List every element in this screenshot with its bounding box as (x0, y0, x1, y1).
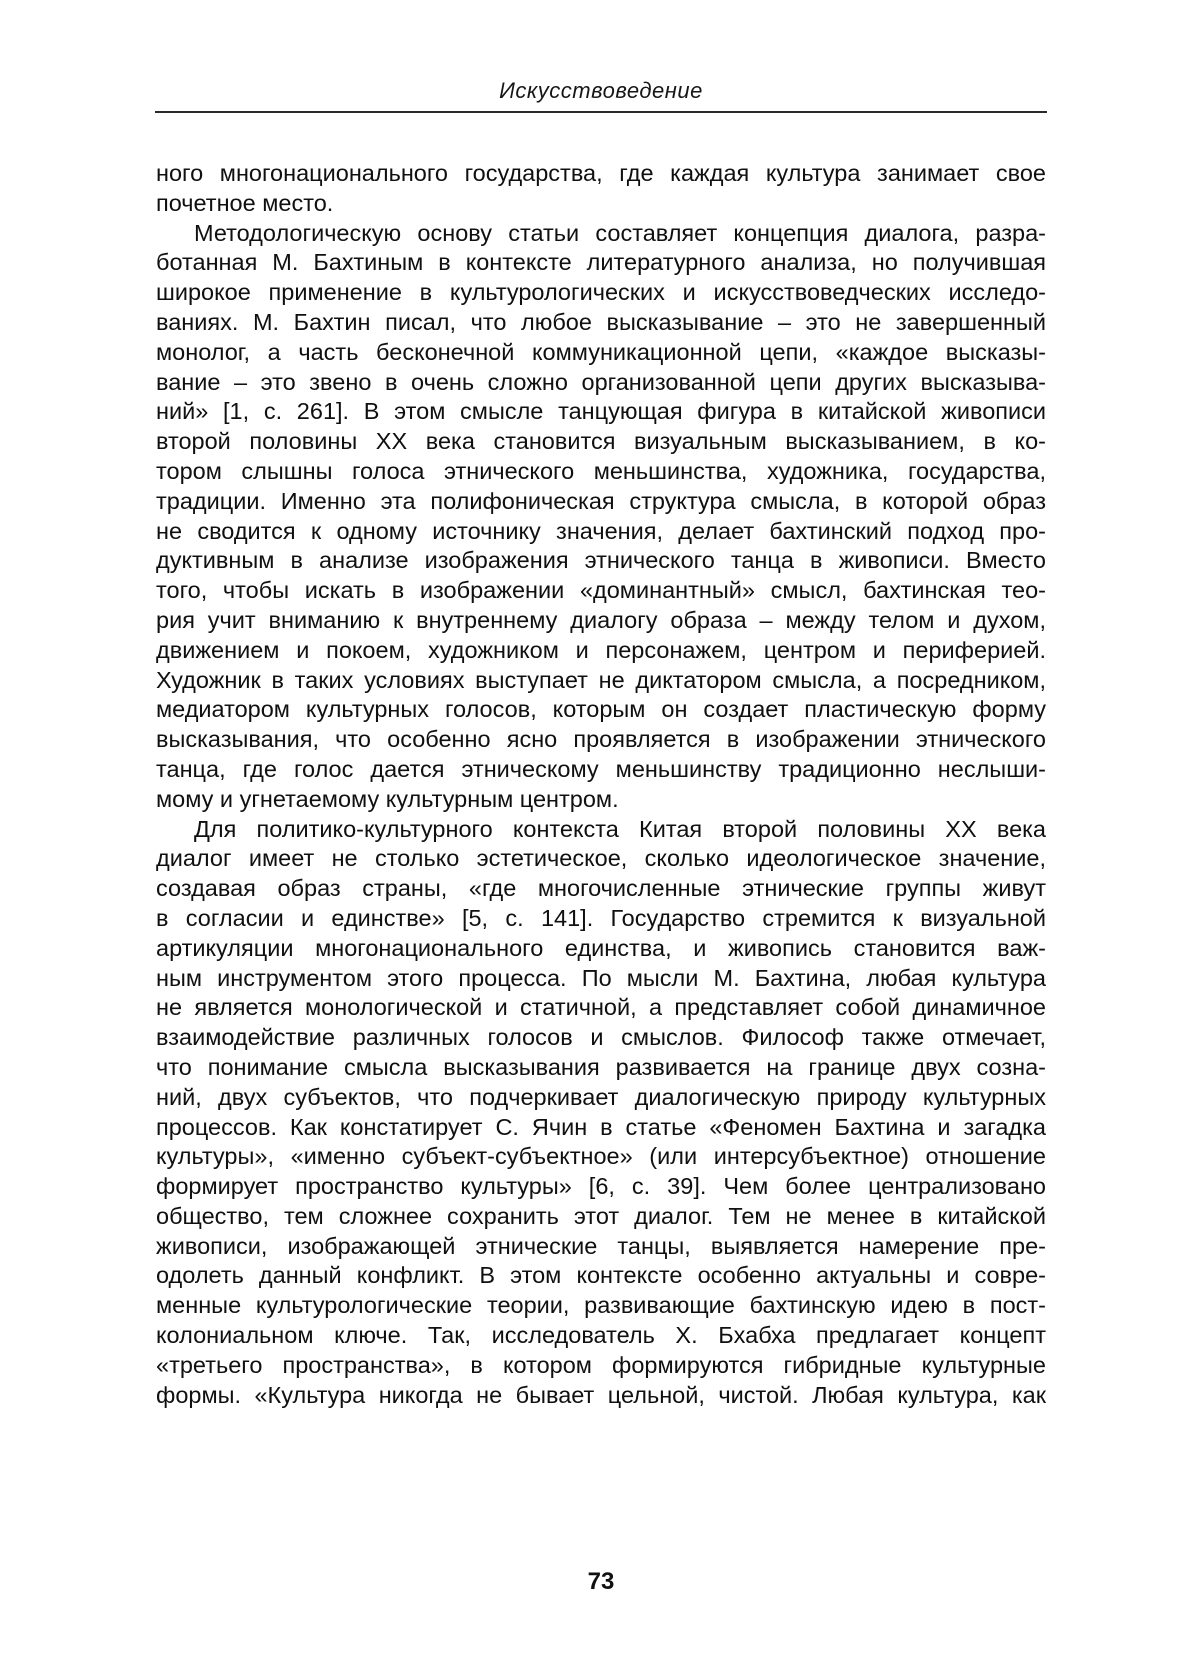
text-line: формы. «Культура никогда не бывает цельной, чистой. Любая культура, как (156, 1381, 1046, 1408)
text-line: одолеть данный конфликт. В этом контексте особенно актуальны и совре- (156, 1262, 1046, 1289)
text-line: что понимание смысла высказывания развивается на границе двух созна- (156, 1053, 1046, 1080)
text-line: почетное место. (156, 189, 334, 216)
text-line: дуктивным в анализе изображения этнического танца в живописи. Вместо (156, 547, 1046, 574)
text-line: не является монологической и статичной, а представляет собой динамичное (156, 994, 1046, 1021)
text-line: Художник в таких условиях выступает не диктатором смысла, а посредником, (156, 666, 1046, 693)
text-line: ным инструментом этого процесса. По мысли М. Бахтина, любая культура (156, 964, 1046, 991)
text-line: традиции. Именно эта полифоническая структура смысла, в которой образ (156, 487, 1046, 514)
text-line: вание – это звено в очень сложно организованной цепи других высказыва- (156, 368, 1046, 395)
text-line: формирует пространство культуры» [6, с. 39]. Чем более централизовано (156, 1173, 1046, 1200)
text-line: монолог, а часть бесконечной коммуникационной цепи, «каждое высказы- (156, 338, 1046, 365)
section-header: Искусствоведение (499, 78, 703, 103)
text-line: медиатором культурных голосов, которым он создает пластическую форму (156, 696, 1046, 723)
text-line: «третьего пространства», в котором формируются гибридные культурные (156, 1351, 1046, 1378)
text-line: живописи, изображающей этнические танцы, выявляется намерение пре- (156, 1232, 1046, 1259)
text-line: Для политико-культурного контекста Китая второй половины XX века (194, 815, 1046, 842)
text-line: Методологическую основу статьи составляет концепция диалога, разра- (194, 219, 1046, 246)
paragraph (156, 159, 1046, 219)
paragraph (156, 815, 1046, 1411)
text-line: ного многонационального государства, где каждая культура занимает свое (156, 160, 1046, 186)
header-divider (155, 111, 1047, 113)
text-line: широкое применение в культурологических и искусствоведческих исследо- (156, 279, 1046, 306)
text-line: высказывания, что особенно ясно проявляется в изображении этнического (156, 726, 1046, 753)
text-line: менные культурологические теории, развивающие бахтинскую идею в пост- (156, 1292, 1046, 1319)
text-line: того, чтобы искать в изображении «доминантный» смысл, бахтинская тео- (156, 577, 1046, 604)
text-line: диалог имеет не столько эстетическое, сколько идеологическое значение, (156, 845, 1046, 872)
text-line: в согласии и единстве» [5, с. 141]. Государство стремится к визуальной (156, 904, 1046, 931)
text-line: ботанная М. Бахтиным в контексте литературного анализа, но получившая (156, 249, 1046, 276)
text-line: артикуляции многонационального единства, и живопись становится важ- (156, 934, 1046, 961)
text-line: ваниях. М. Бахтин писал, что любое высказывание – это не завершенный (156, 308, 1046, 335)
paragraph (156, 219, 1046, 815)
text-line: культуры», «именно субъект-субъектное» (или интерсубъектное) отношение (156, 1143, 1046, 1170)
text-line: ний, двух субъектов, что подчеркивает диалогическую природу культурных (156, 1083, 1046, 1110)
text-line: рия учит вниманию к внутреннему диалогу образа – между телом и духом, (156, 606, 1046, 633)
text-line: общество, тем сложнее сохранить этот диалог. Тем не менее в китайской (156, 1202, 1046, 1229)
page-number: 73 (587, 1568, 615, 1595)
text-line: второй половины XX века становится визуальным высказыванием, в ко- (156, 428, 1046, 455)
text-line: колониальном ключе. Так, исследователь Х. Бхабха предлагает концепт (156, 1322, 1046, 1349)
body-text (156, 159, 1046, 1410)
text-line: тором слышны голоса этнического меньшинства, художника, государства, (156, 457, 1046, 484)
text-line: процессов. Как констатирует С. Ячин в статье «Феномен Бахтина и загадка (156, 1113, 1046, 1140)
text-line: ний» [1, с. 261]. В этом смысле танцующая фигура в китайской живописи (156, 398, 1046, 425)
text-line: взаимодействие различных голосов и смыслов. Философ также отмечает, (156, 1024, 1046, 1051)
text-line: создавая образ страны, «где многочисленные этнические группы живут (156, 875, 1046, 902)
text-line: не сводится к одному источнику значения, делает бахтинский подход про- (156, 517, 1046, 544)
text-line: движением и покоем, художником и персонажем, центром и периферией. (156, 636, 1046, 663)
text-line: мому и угнетаемому культурным центром. (156, 785, 619, 812)
text-line: танца, где голос дается этническому меньшинству традиционно неслыши- (156, 755, 1046, 782)
